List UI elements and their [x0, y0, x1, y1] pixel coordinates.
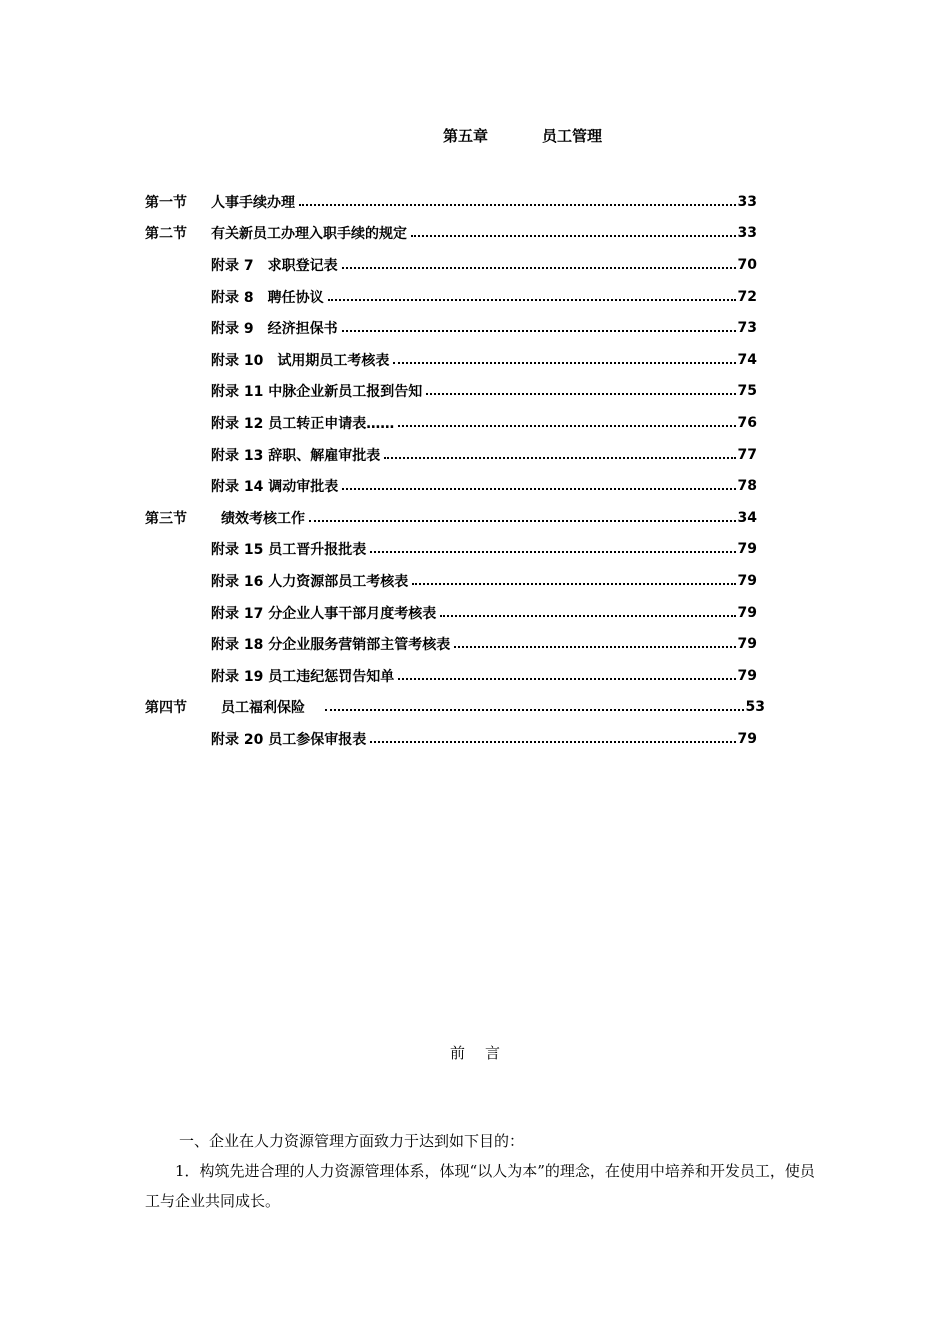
- chapter-title: [443, 124, 602, 148]
- toc-page-number: 34: [737, 509, 757, 526]
- preface-title-char: 前: [450, 1044, 466, 1062]
- preface-title: [450, 1042, 500, 1063]
- toc-page-number: 78: [737, 478, 757, 495]
- toc-entry-title: 附录 16 人力资源部员工考核表: [211, 573, 409, 590]
- toc-entry[interactable]: [145, 692, 765, 724]
- toc-entry-title: 附录 14 调动审批表: [211, 479, 339, 496]
- toc-page-number: 79: [737, 636, 757, 653]
- toc-appendix-entry[interactable]: [145, 439, 757, 471]
- toc-leader-dots: [393, 362, 735, 364]
- preface-paragraph: 1．构筑先进合理的人力资源管理体系，体现“以人为本”的理念，在使用中培养和开发员工，使员工与企业共同成长。: [145, 1162, 815, 1210]
- toc-entry[interactable]: [145, 218, 757, 250]
- toc-appendix-entry[interactable]: [145, 376, 757, 408]
- toc-section-number: 第四节: [145, 700, 187, 717]
- toc-leader-dots: [309, 520, 736, 522]
- toc-page-number: 53: [745, 699, 765, 716]
- toc-leader-dots: [342, 488, 735, 490]
- toc-entry[interactable]: [145, 502, 757, 534]
- toc-entry-title: 附录 7 求职登记表: [211, 257, 338, 274]
- toc-leader-dots: [342, 267, 736, 269]
- toc-leader-dots: [370, 741, 735, 743]
- table-of-contents: [145, 186, 765, 755]
- toc-appendix-entry[interactable]: [145, 344, 757, 376]
- toc-appendix-entry[interactable]: [145, 407, 757, 439]
- toc-entry-title: 人事手续办理: [211, 194, 295, 211]
- toc-entry-title: 附录 20 员工参保审报表: [211, 731, 367, 748]
- toc-page-number: 72: [737, 288, 757, 305]
- chapter-number: 第五章: [443, 127, 489, 145]
- toc-entry-title: 员工福利保险: [221, 700, 305, 717]
- toc-leader-dots: [299, 204, 736, 206]
- toc-section-number: 第一节: [145, 194, 187, 211]
- toc-leader-dots: [398, 678, 735, 680]
- toc-entry-title: 有关新员工办理入职手续的规定: [211, 226, 407, 243]
- toc-appendix-entry[interactable]: [145, 597, 757, 629]
- toc-appendix-entry[interactable]: [145, 565, 757, 597]
- toc-leader-dots: [398, 425, 735, 427]
- toc-page-number: 79: [737, 572, 757, 589]
- toc-page-number: 33: [737, 193, 757, 210]
- toc-entry-title: 附录 19 员工违纪惩罚告知单: [211, 668, 395, 685]
- toc-leader-dots: [440, 615, 735, 617]
- toc-page-number: 74: [737, 351, 757, 368]
- toc-section-number: 第二节: [145, 226, 187, 243]
- toc-appendix-entry[interactable]: [145, 281, 757, 313]
- toc-entry-title: 附录 9 经济担保书: [211, 321, 338, 338]
- toc-page-number: 76: [737, 414, 757, 431]
- toc-page-number: 79: [737, 604, 757, 621]
- chapter-name: 员工管理: [542, 127, 603, 145]
- toc-appendix-entry[interactable]: [145, 723, 757, 755]
- toc-leader-dots: [370, 551, 735, 553]
- toc-page-number: 77: [737, 446, 757, 463]
- toc-page-number: 79: [737, 667, 757, 684]
- toc-entry-title: 附录 15 员工晋升报批表: [211, 542, 367, 559]
- toc-leader-dots: [412, 583, 735, 585]
- toc-entry[interactable]: [145, 186, 757, 218]
- toc-entry-title: 附录 18 分企业服务营销部主管考核表: [211, 637, 451, 654]
- toc-appendix-entry[interactable]: [145, 249, 757, 281]
- toc-appendix-entry[interactable]: [145, 660, 757, 692]
- toc-page-number: 79: [737, 730, 757, 747]
- toc-leader-dots: [426, 393, 735, 395]
- toc-entry-title: 附录 13 辞职、解雇审批表: [211, 447, 381, 464]
- toc-page-number: 33: [737, 225, 757, 242]
- toc-appendix-entry[interactable]: [145, 628, 757, 660]
- preface-title-char: 言: [485, 1044, 501, 1062]
- toc-page-number: 75: [737, 383, 757, 400]
- toc-page-number: 73: [737, 320, 757, 337]
- toc-entry-title: 附录 12 员工转正申请表……: [211, 415, 395, 432]
- toc-leader-dots: [342, 330, 736, 332]
- preface-paragraph: 一、企业在人力资源管理方面致力于达到如下目的：: [179, 1132, 525, 1150]
- toc-entry-title: 附录 11 中脉企业新员工报到告知: [211, 384, 423, 401]
- toc-appendix-entry[interactable]: [145, 534, 757, 566]
- toc-entry-title: 附录 17 分企业人事干部月度考核表: [211, 605, 437, 622]
- toc-entry-title: 附录 8 聘任协议: [211, 289, 324, 306]
- toc-leader-dots: [328, 299, 736, 301]
- toc-leader-dots: [384, 457, 735, 459]
- toc-page-number: 79: [737, 541, 757, 558]
- toc-section-number: 第三节: [145, 510, 187, 527]
- toc-entry-title: 附录 10 试用期员工考核表: [211, 352, 390, 369]
- toc-appendix-entry[interactable]: [145, 312, 757, 344]
- toc-leader-dots: [411, 235, 736, 237]
- toc-leader-dots: [454, 646, 735, 648]
- toc-appendix-entry[interactable]: [145, 470, 757, 502]
- toc-entry-title: 绩效考核工作: [221, 510, 305, 527]
- toc-page-number: 70: [737, 256, 757, 273]
- toc-leader-dots: [325, 709, 744, 711]
